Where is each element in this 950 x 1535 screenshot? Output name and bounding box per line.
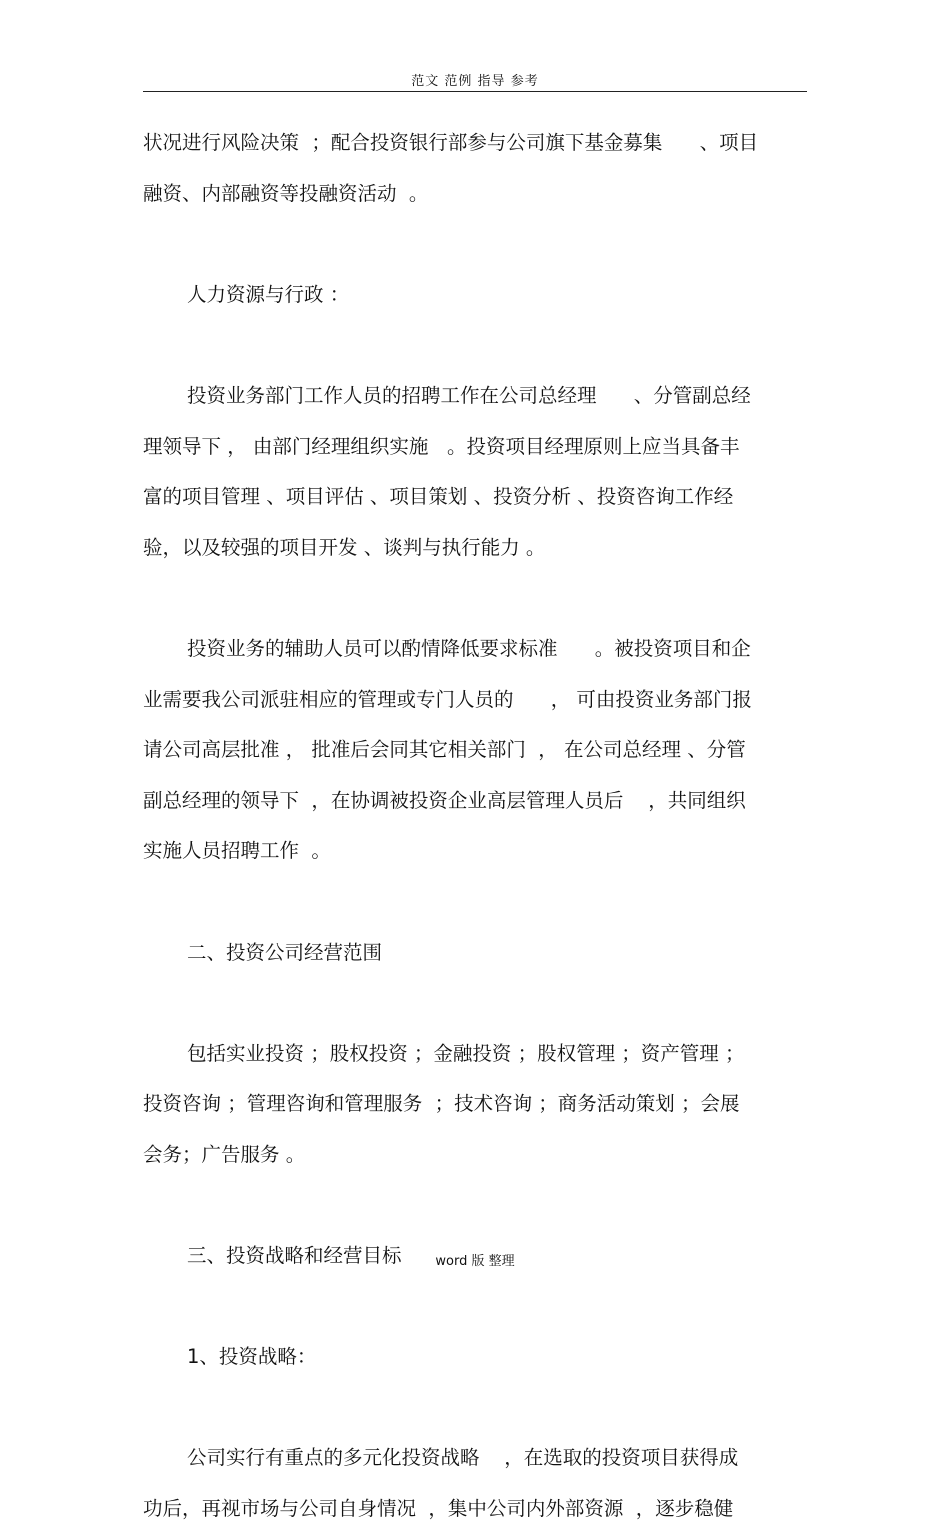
page-footer: word 版 整理 bbox=[435, 1254, 515, 1269]
header-divider bbox=[143, 91, 807, 92]
paragraph-line: 副总经理的领导下 ，在协调被投资企业高层管理人员后 ，共同组织 bbox=[143, 788, 746, 812]
blank-line bbox=[143, 1180, 807, 1231]
paragraph-line: 公司实行有重点的多元化投资战略 ，在选取的投资项目获得成 bbox=[187, 1446, 739, 1470]
paragraph-line: 请公司高层批准 ， 批准后会同其它相关部门 ， 在公司总经理 、分管 bbox=[143, 738, 746, 762]
blank-line bbox=[143, 877, 807, 928]
paragraph-line: 投资业务的辅助人员可以酌情降低要求标准 。被投资项目和企 bbox=[187, 636, 751, 660]
paragraph-line: 功后，再视市场与公司自身情况 ，集中公司内外部资源 ，逐步稳健 bbox=[143, 1497, 734, 1521]
blank-line bbox=[143, 219, 807, 270]
paragraph-line: 1、投资战略： bbox=[187, 1345, 317, 1369]
blank-line bbox=[143, 978, 807, 1029]
paragraph-line: 会务；广告服务 。 bbox=[143, 1142, 306, 1166]
paragraph-line: 验，以及较强的项目开发 、谈判与执行能力 。 bbox=[143, 535, 546, 559]
blank-line bbox=[143, 1383, 807, 1434]
paragraph-line: 状况进行风险决策 ；配合投资银行部参与公司旗下基金募集 、项目 bbox=[143, 131, 759, 154]
paragraph-line: 投资业务部门工作人员的招聘工作在公司总经理 、分管副总经 bbox=[187, 383, 751, 407]
paragraph-line: 融资、内部融资等投融资活动 。 bbox=[143, 181, 429, 205]
paragraph-line: 人力资源与行政 ： bbox=[187, 282, 350, 306]
paragraph-line: 富的项目管理 、项目评估 、项目策划 、投资分析 、投资咨询工作经 bbox=[143, 485, 734, 509]
blank-line bbox=[143, 1282, 807, 1333]
paragraph-line: 投资咨询 ；管理咨询和管理服务 ；技术咨询 ；商务活动策划 ；会展 bbox=[143, 1092, 740, 1116]
blank-line bbox=[143, 320, 807, 371]
paragraph-line: 实施人员招聘工作 。 bbox=[143, 839, 331, 863]
paragraph-line: 三、投资战略和经营目标 bbox=[187, 1244, 402, 1268]
document-body bbox=[143, 118, 807, 1535]
page-header: 范文 范例 指导 参考 bbox=[411, 74, 539, 89]
paragraph-line: 业需要我公司派驻相应的管理或专门人员的 ， 可由投资业务部门报 bbox=[143, 687, 752, 711]
paragraph-line: 理领导下 ， 由部门经理组织实施 。投资项目经理原则上应当具备丰 bbox=[143, 434, 740, 458]
paragraph-line: 二、投资公司经营范围 bbox=[187, 940, 383, 964]
blank-line bbox=[143, 573, 807, 624]
paragraph-line: 包括实业投资 ；股权投资 ；金融投资 ；股权管理 ；资产管理 ； bbox=[187, 1041, 745, 1065]
